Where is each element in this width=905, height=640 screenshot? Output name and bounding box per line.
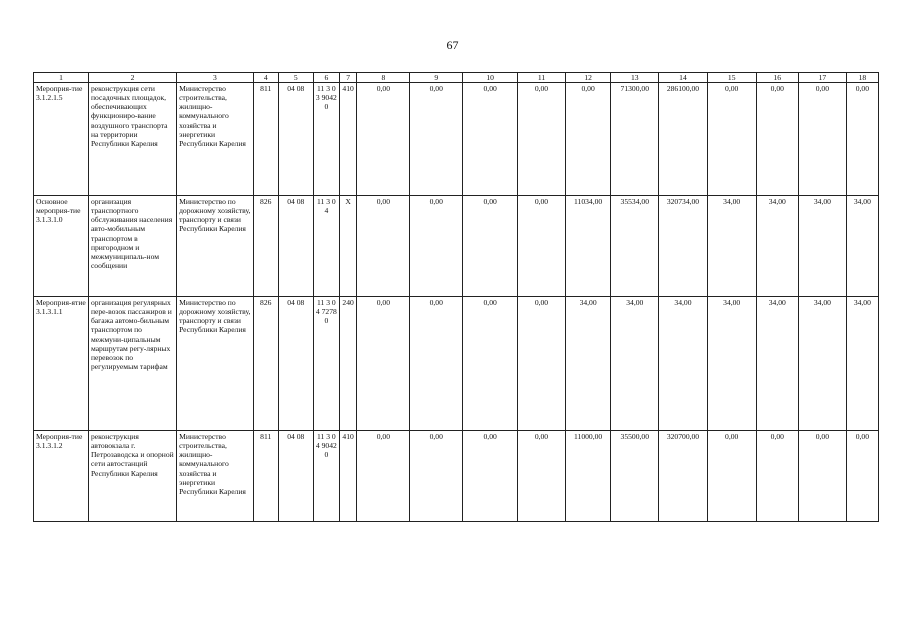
value-cell: 320700,00 [659, 431, 708, 522]
value-cell: 0,00 [799, 431, 847, 522]
header-row [34, 73, 879, 83]
target-article-cell: 11 3 03 9042 0 [313, 83, 339, 196]
column-header: 10 [463, 73, 518, 83]
value-cell: 0,00 [707, 83, 756, 196]
column-header: 8 [357, 73, 410, 83]
responsible-executor-cell: Министерство строительства, жилищно-коммунального хозяйства и энергетики Республики Карелия [177, 83, 254, 196]
responsible-executor-cell: Министерство строительства, жилищно-коммунального хозяйства и энергетики Республики Карелия [177, 431, 254, 522]
column-header: 4 [253, 73, 278, 83]
budget-table [33, 72, 879, 522]
value-cell: 71300,00 [611, 83, 659, 196]
value-cell: 0,00 [463, 83, 518, 196]
column-header: 2 [88, 73, 176, 83]
value-cell: 34,00 [565, 297, 611, 431]
grbs-code-cell: 826 [253, 196, 278, 297]
activity-status-cell: Мероприя-ятие 3.1.3.1.1 [34, 297, 89, 431]
section-code-cell: 04 08 [278, 297, 313, 431]
activity-name-cell: организация транспортного обслуживания населения авто-мобильным транспортом в пригородном и межмуниципаль-ном сообщении [88, 196, 176, 297]
target-article-cell: 11 3 04 [313, 196, 339, 297]
column-header: 7 [339, 73, 357, 83]
value-cell: 34,00 [846, 196, 878, 297]
section-code-cell: 04 08 [278, 196, 313, 297]
table-row [34, 431, 879, 522]
activity-name-cell: реконструкция сети посадочных площадок, обеспечивающих функциониро-вание воздушного транспорта на территории Республики Карелия [88, 83, 176, 196]
value-cell: 34,00 [659, 297, 708, 431]
grbs-code-cell: 826 [253, 297, 278, 431]
value-cell: 0,00 [410, 431, 463, 522]
column-header: 16 [756, 73, 799, 83]
value-cell: 286100,00 [659, 83, 708, 196]
value-cell: 0,00 [756, 83, 799, 196]
value-cell: 34,00 [846, 297, 878, 431]
target-article-cell: 11 3 04 7278 0 [313, 297, 339, 431]
page-number: 67 [446, 38, 459, 52]
column-header: 14 [659, 73, 708, 83]
responsible-executor-cell: Министерство по дорожному хозяйству, транспорту и связи Республики Карелия [177, 196, 254, 297]
value-cell: 0,00 [410, 196, 463, 297]
value-cell: 0,00 [357, 83, 410, 196]
target-article-cell: 11 3 04 9042 0 [313, 431, 339, 522]
activity-name-cell: организация регулярных пере-возок пассажиров и багажа автомо-бильным транспортом по межмуни-ципальным маршрутам регу-лярных перевозок по регулируемым тарифам [88, 297, 176, 431]
column-header: 5 [278, 73, 313, 83]
value-cell: 0,00 [463, 196, 518, 297]
value-cell: 34,00 [756, 196, 799, 297]
value-cell: 0,00 [357, 196, 410, 297]
value-cell: 0,00 [518, 83, 566, 196]
grbs-code-cell: 811 [253, 431, 278, 522]
value-cell: 0,00 [410, 297, 463, 431]
value-cell: 0,00 [357, 297, 410, 431]
column-header: 18 [846, 73, 878, 83]
column-header: 15 [707, 73, 756, 83]
value-cell: 34,00 [707, 196, 756, 297]
column-header: 12 [565, 73, 611, 83]
value-cell: 34,00 [799, 196, 847, 297]
value-cell: 34,00 [799, 297, 847, 431]
activity-status-cell: Мероприя-тие 3.1.2.1.5 [34, 83, 89, 196]
responsible-executor-cell: Министерство по дорожному хозяйству, транспорту и связи Республики Карелия [177, 297, 254, 431]
expense-type-cell: 410 [339, 431, 357, 522]
value-cell: 0,00 [799, 83, 847, 196]
expense-type-cell: X [339, 196, 357, 297]
column-header: 6 [313, 73, 339, 83]
value-cell: 0,00 [410, 83, 463, 196]
value-cell: 11034,00 [565, 196, 611, 297]
column-header: 9 [410, 73, 463, 83]
value-cell: 35500,00 [611, 431, 659, 522]
value-cell: 0,00 [518, 431, 566, 522]
activity-status-cell: Мероприя-тие 3.1.3.1.2 [34, 431, 89, 522]
value-cell: 0,00 [565, 83, 611, 196]
value-cell: 11000,00 [565, 431, 611, 522]
value-cell: 0,00 [707, 431, 756, 522]
table-row [34, 297, 879, 431]
expense-type-cell: 240 [339, 297, 357, 431]
value-cell: 34,00 [756, 297, 799, 431]
table-row [34, 83, 879, 196]
column-header: 17 [799, 73, 847, 83]
section-code-cell: 04 08 [278, 431, 313, 522]
value-cell: 0,00 [518, 196, 566, 297]
activity-name-cell: реконструкция автовокзала г. Петрозаводска и опорной сети автостанций Республики Карелия [88, 431, 176, 522]
grbs-code-cell: 811 [253, 83, 278, 196]
section-code-cell: 04 08 [278, 83, 313, 196]
table-row [34, 196, 879, 297]
value-cell: 34,00 [611, 297, 659, 431]
value-cell: 0,00 [463, 431, 518, 522]
activity-status-cell: Основное мероприя-тие 3.1.3.1.0 [34, 196, 89, 297]
value-cell: 0,00 [846, 431, 878, 522]
value-cell: 35534,00 [611, 196, 659, 297]
value-cell: 0,00 [846, 83, 878, 196]
value-cell: 0,00 [357, 431, 410, 522]
column-header: 3 [177, 73, 254, 83]
column-header: 1 [34, 73, 89, 83]
column-header: 11 [518, 73, 566, 83]
value-cell: 0,00 [463, 297, 518, 431]
value-cell: 0,00 [518, 297, 566, 431]
column-header: 13 [611, 73, 659, 83]
value-cell: 34,00 [707, 297, 756, 431]
expense-type-cell: 410 [339, 83, 357, 196]
value-cell: 0,00 [756, 431, 799, 522]
value-cell: 320734,00 [659, 196, 708, 297]
